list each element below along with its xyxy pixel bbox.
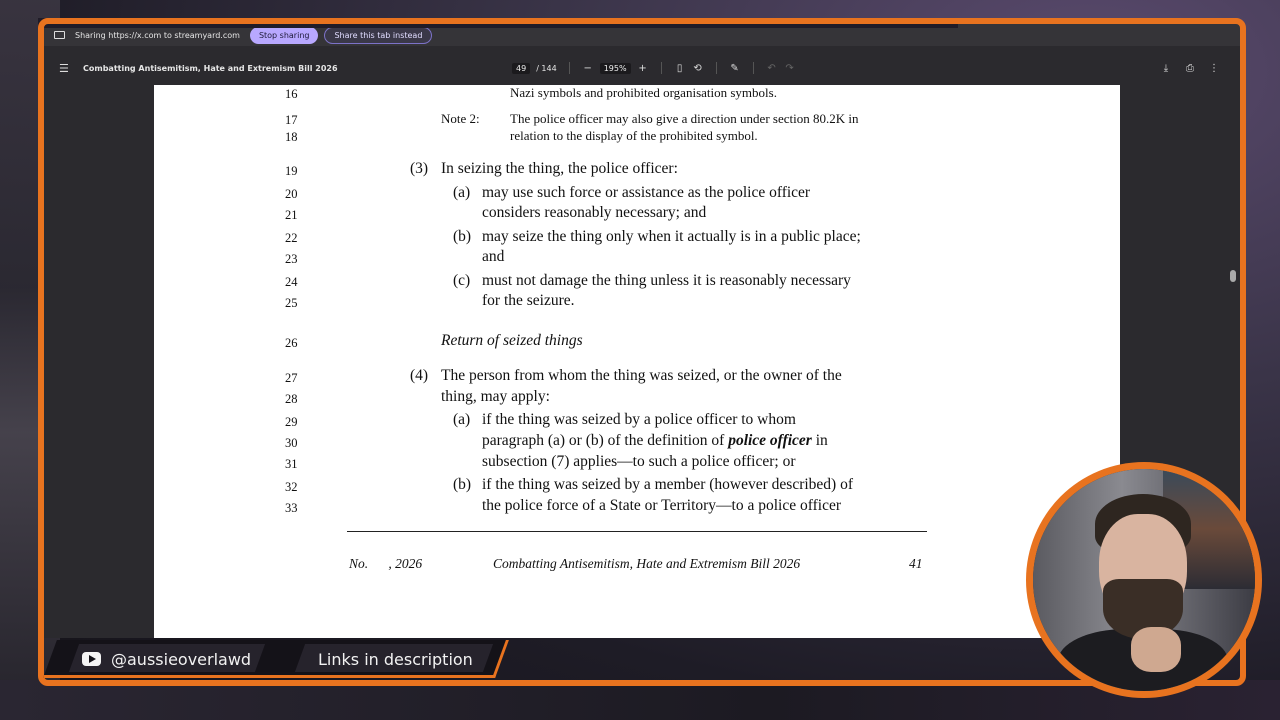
defined-term: police officer bbox=[728, 432, 812, 449]
document-line: In seizing the thing, the police officer: bbox=[441, 160, 678, 177]
line-number: 32 bbox=[285, 480, 298, 494]
line-number: 26 bbox=[285, 336, 298, 350]
rotate-icon[interactable]: ⟲ bbox=[693, 62, 702, 74]
youtube-handle bbox=[82, 645, 251, 673]
frame-notch bbox=[38, 18, 958, 28]
paragraph-label: (b) bbox=[453, 476, 472, 493]
footer-rule bbox=[347, 531, 927, 532]
line-number: 24 bbox=[285, 275, 298, 289]
line-number: 25 bbox=[285, 296, 298, 310]
paragraph-label: (a) bbox=[453, 411, 471, 428]
document-line: may seize the thing only when it actually is in a public place; bbox=[482, 228, 861, 245]
webcam-person-hand bbox=[1131, 627, 1181, 672]
footer-title: Combatting Antisemitism, Hate and Extremism Bill 2026 bbox=[493, 556, 801, 571]
subsection-number: (4) bbox=[410, 367, 429, 384]
document-line: relation to the display of the prohibited symbol. bbox=[510, 128, 758, 143]
document-line: and bbox=[482, 248, 505, 265]
page-total: / 144 bbox=[536, 63, 557, 73]
paragraph-label: (b) bbox=[453, 228, 472, 245]
document-title: Combatting Antisemitism, Hate and Extremism Bill 2026 bbox=[83, 63, 338, 73]
toolbar-divider bbox=[569, 62, 570, 74]
download-icon[interactable]: ⤓ bbox=[1163, 62, 1169, 74]
menu-icon[interactable]: ☰ bbox=[59, 61, 69, 75]
redo-icon[interactable]: ↷ bbox=[785, 62, 794, 74]
links-text: Links in description bbox=[318, 649, 473, 669]
document-line: Nazi symbols and prohibited organisation symbols. bbox=[510, 85, 777, 100]
section-heading: Return of seized things bbox=[441, 332, 583, 349]
line-number: 28 bbox=[285, 392, 298, 406]
note-label: Note 2: bbox=[441, 111, 480, 126]
paragraph-label: (a) bbox=[453, 184, 471, 201]
document-line: subsection (7) applies—to such a police officer; or bbox=[482, 453, 796, 470]
line-number: 17 bbox=[285, 113, 298, 127]
more-options-icon[interactable]: ⋮ bbox=[1209, 62, 1219, 74]
zoom-level-input[interactable]: 195% bbox=[600, 63, 631, 74]
document-line: must not damage the thing unless it is reasonably necessary bbox=[482, 272, 851, 289]
line-number: 33 bbox=[285, 501, 298, 515]
line-number: 21 bbox=[285, 208, 298, 222]
line-number: 22 bbox=[285, 231, 298, 245]
document-text: in bbox=[811, 432, 828, 449]
annotate-pen-icon[interactable]: ✎ bbox=[730, 62, 739, 74]
share-status-text: Sharing https://x.com to streamyard.com bbox=[75, 30, 240, 40]
line-number: 23 bbox=[285, 252, 298, 266]
document-line: considers reasonably necessary; and bbox=[482, 204, 707, 221]
toolbar-divider bbox=[716, 62, 717, 74]
line-number: 31 bbox=[285, 457, 298, 471]
document-line: if the thing was seized by a police officer to whom bbox=[482, 411, 796, 428]
print-icon[interactable]: ⎙ bbox=[1186, 62, 1194, 74]
document-line-defined-term bbox=[482, 432, 828, 450]
stop-sharing-button[interactable]: Stop sharing bbox=[250, 27, 319, 44]
scroll-thumb[interactable] bbox=[1230, 270, 1236, 282]
pdf-toolbar bbox=[44, 57, 1240, 79]
paragraph-label: (c) bbox=[453, 272, 471, 289]
line-number: 16 bbox=[285, 87, 298, 101]
footer-number: No. , 2026 bbox=[349, 556, 423, 571]
zoom-out-button[interactable]: − bbox=[583, 62, 592, 74]
document-line: for the seizure. bbox=[482, 292, 575, 309]
handle-text: @aussieoverlawd bbox=[111, 649, 252, 669]
document-line: if the thing was seized by a member (however described) of bbox=[482, 476, 854, 493]
document-text: paragraph (a) or (b) of the definition of bbox=[482, 432, 729, 449]
document-line: the police force of a State or Territory—to a police officer bbox=[482, 497, 841, 514]
toolbar-divider bbox=[661, 62, 662, 74]
footer-page-number: 41 bbox=[909, 556, 923, 571]
document-line: thing, may apply: bbox=[441, 388, 550, 405]
line-number: 20 bbox=[285, 187, 298, 201]
screen-share-icon bbox=[54, 31, 65, 39]
webcam-feed bbox=[1033, 469, 1255, 691]
document-line: The police officer may also give a direction under section 80.2K in bbox=[510, 111, 859, 126]
document-line: may use such force or assistance as the police officer bbox=[482, 184, 811, 201]
fit-page-icon[interactable]: ▯ bbox=[676, 62, 683, 74]
line-number: 18 bbox=[285, 130, 298, 144]
line-number: 27 bbox=[285, 371, 298, 385]
pdf-page bbox=[154, 85, 1120, 638]
document-line: The person from whom the thing was seized, or the owner of the bbox=[441, 367, 842, 384]
line-number: 19 bbox=[285, 164, 298, 178]
toolbar-divider bbox=[753, 62, 754, 74]
page-number-input[interactable]: 49 bbox=[512, 63, 530, 74]
line-number: 29 bbox=[285, 415, 298, 429]
toolbar-right bbox=[1160, 63, 1220, 74]
youtube-icon bbox=[82, 652, 101, 666]
pdf-controls bbox=[512, 62, 796, 74]
subsection-number: (3) bbox=[410, 160, 429, 177]
undo-icon[interactable]: ↶ bbox=[767, 62, 776, 74]
line-number: 30 bbox=[285, 436, 298, 450]
share-this-tab-button[interactable]: Share this tab instead bbox=[324, 27, 432, 44]
zoom-in-button[interactable]: + bbox=[638, 62, 647, 74]
